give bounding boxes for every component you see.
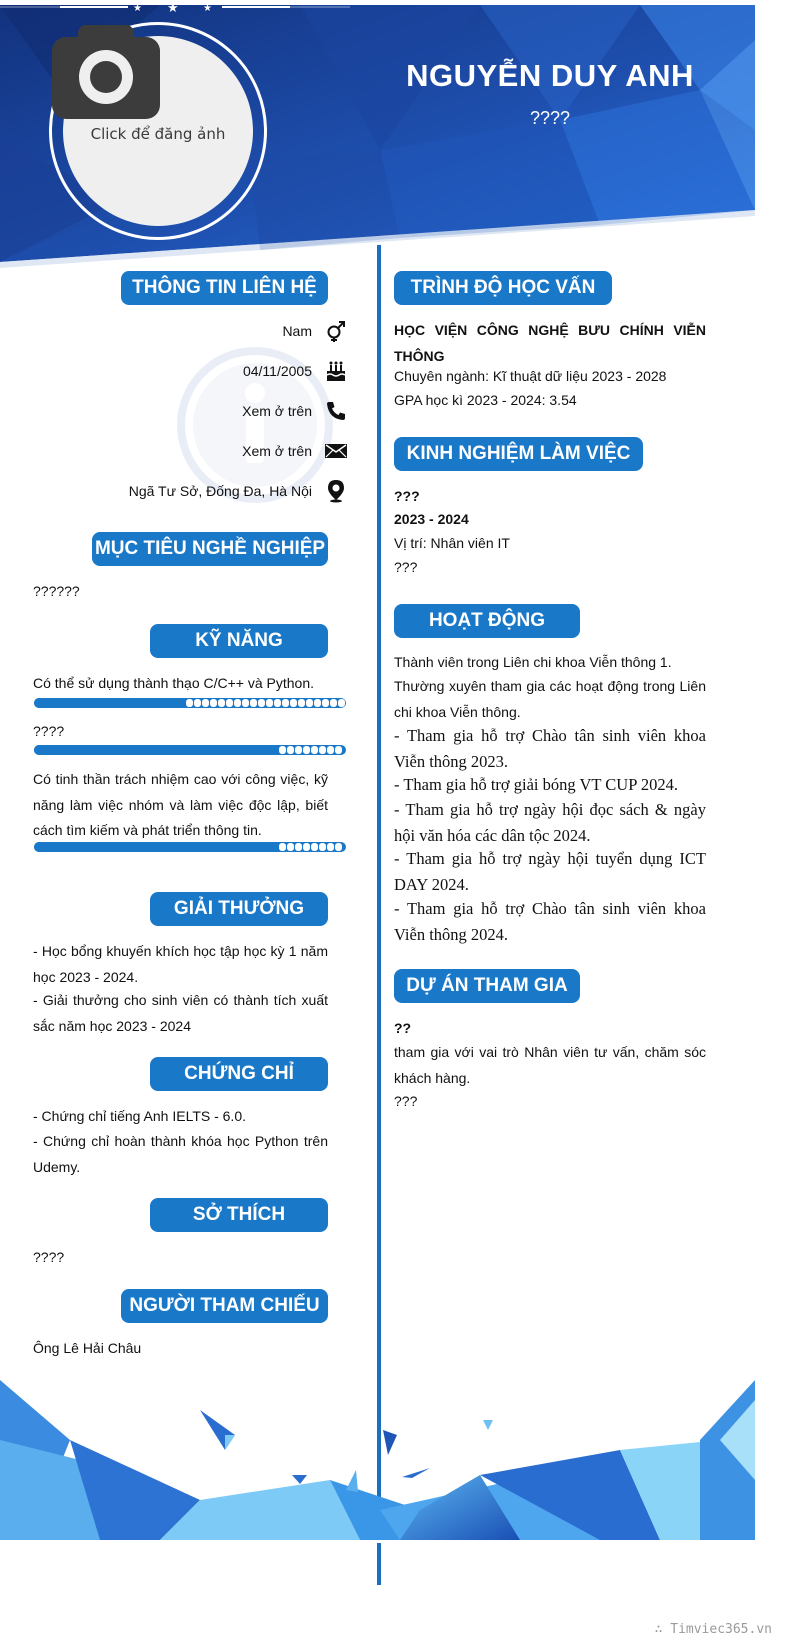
phone-icon xyxy=(324,399,348,423)
activity-item: - Tham gia hỗ trợ ngày hội tuyển dụng ICT DAY 2024. xyxy=(394,849,706,894)
job-title: ???? xyxy=(529,108,571,128)
skill-level-remainder xyxy=(185,699,345,707)
skill-2-bar xyxy=(34,745,346,755)
education-gpa: GPA học kì 2023 - 2024: 3.54 xyxy=(394,392,577,408)
skill-level-fill xyxy=(34,842,277,852)
skill-3-text: Có tinh thần trách nhiệm cao với công việc, kỹ năng làm việc nhóm và làm việc độc lập, biết cách tìm kiếm và phát triển thông tin. xyxy=(33,771,328,838)
avatar-frame xyxy=(49,22,267,240)
skill-1-text: Có thể sử dụng thành thạo C/C++ và Python. xyxy=(33,675,314,691)
activities-heading: HOẠT ĐỘNG xyxy=(394,604,580,638)
email-value: Xem ở trên xyxy=(242,443,312,459)
awards-heading: GIẢI THƯỞNG xyxy=(150,892,328,926)
activity-line: Thành viên trong Liên chi khoa Viễn thông 1. xyxy=(394,654,672,670)
contact-birthday xyxy=(100,356,348,386)
experience-detail: ??? xyxy=(394,559,418,575)
experience-period: 2023 - 2024 xyxy=(394,511,469,527)
svg-text:★: ★ xyxy=(133,3,142,14)
activity-item: - Tham gia hỗ trợ Chào tân sinh viên khoa Viễn thông 2023. xyxy=(394,726,706,771)
award-item: - Học bổng khuyến khích học tập học kỳ 1 năm học 2023 - 2024. xyxy=(33,943,328,985)
birthday-value: 04/11/2005 xyxy=(242,363,312,379)
hobbies-text: ???? xyxy=(33,1249,65,1265)
education-heading: TRÌNH ĐỘ HỌC VẤN xyxy=(394,271,612,305)
certificate-item: - Chứng chỉ hoàn thành khóa học Python trên Udemy. xyxy=(33,1133,328,1175)
contact-address xyxy=(100,476,348,506)
certificates-heading: CHỨNG CHỈ xyxy=(150,1057,328,1091)
skill-3-bar xyxy=(34,842,346,852)
projects-heading: DỰ ÁN THAM GIA xyxy=(394,969,580,1003)
experience-heading: KINH NGHIỆM LÀM VIỆC xyxy=(394,437,643,471)
skill-level-fill xyxy=(34,698,184,708)
project-name: ?? xyxy=(394,1020,412,1036)
contact-gender xyxy=(100,316,348,346)
phone-value: Xem ở trên xyxy=(242,403,312,419)
references-text: Ông Lê Hải Châu xyxy=(33,1340,142,1356)
experience-company: ??? xyxy=(394,488,420,504)
camera-icon xyxy=(52,25,160,119)
gender-icon xyxy=(324,319,348,343)
certificate-item: - Chứng chỉ tiếng Anh IELTS - 6.0. xyxy=(33,1108,247,1124)
contact-email xyxy=(100,436,348,466)
svg-text:★: ★ xyxy=(167,1,179,14)
activity-item: - Tham gia hỗ trợ Chào tân sinh viên khoa Viễn thông 2024. xyxy=(394,899,706,944)
stars-divider xyxy=(0,0,350,14)
svg-text:★: ★ xyxy=(203,3,212,14)
education-school: HỌC VIỆN CÔNG NGHỆ BƯU CHÍNH VIỄN THÔNG xyxy=(394,322,706,364)
footer-decoration xyxy=(0,1380,800,1630)
objective-heading: MỤC TIÊU NGHỀ NGHIỆP xyxy=(92,532,328,566)
award-item: - Giải thưởng cho sinh viên có thành tích xuất sắc năm học 2023 - 2024 xyxy=(33,992,328,1034)
activity-line: Thường xuyên tham gia các hoạt động trong Liên chi khoa Viễn thông. xyxy=(394,678,706,720)
experience-position: Vị trí: Nhân viên IT xyxy=(394,535,510,551)
activity-item: - Tham gia hỗ trợ ngày hội đọc sách & ngày hội văn hóa các dân tộc 2024. xyxy=(394,800,706,845)
activity-item: - Tham gia hỗ trợ giải bóng VT CUP 2024. xyxy=(394,775,679,794)
hobbies-heading: SỞ THÍCH xyxy=(150,1198,328,1232)
skill-1-bar xyxy=(34,698,346,708)
project-detail: ??? xyxy=(394,1093,418,1109)
education-major: Chuyên ngành: Kĩ thuật dữ liệu 2023 - 2028 xyxy=(394,368,667,384)
objective-text: ?????? xyxy=(33,583,80,599)
birthday-cake-icon xyxy=(324,359,348,383)
address-value: Ngã Tư Sở, Đống Đa, Hà Nội xyxy=(128,483,312,499)
candidate-name: NGUYỄN DUY ANH xyxy=(406,58,694,93)
skill-level-remainder xyxy=(278,843,345,851)
location-pin-icon xyxy=(324,479,348,503)
envelope-icon xyxy=(324,439,348,463)
site-credit: ∴ Timviec365.vn xyxy=(654,1622,772,1637)
gender-value: Nam xyxy=(282,323,312,339)
references-heading: NGƯỜI THAM CHIẾU xyxy=(121,1289,328,1323)
skill-level-remainder xyxy=(278,746,345,754)
skill-2-text: ???? xyxy=(33,723,65,739)
skill-level-fill xyxy=(34,745,277,755)
skills-heading: KỸ NĂNG xyxy=(150,624,328,658)
contact-heading: THÔNG TIN LIÊN HỆ xyxy=(121,271,328,305)
upload-photo-button[interactable] xyxy=(63,36,253,226)
project-role: tham gia với vai trò Nhân viên tư vấn, chăm sóc khách hàng. xyxy=(394,1044,706,1086)
header-banner xyxy=(0,0,800,280)
contact-phone xyxy=(100,396,348,426)
photo-upload-label: Click để đăng ảnh xyxy=(90,125,226,143)
